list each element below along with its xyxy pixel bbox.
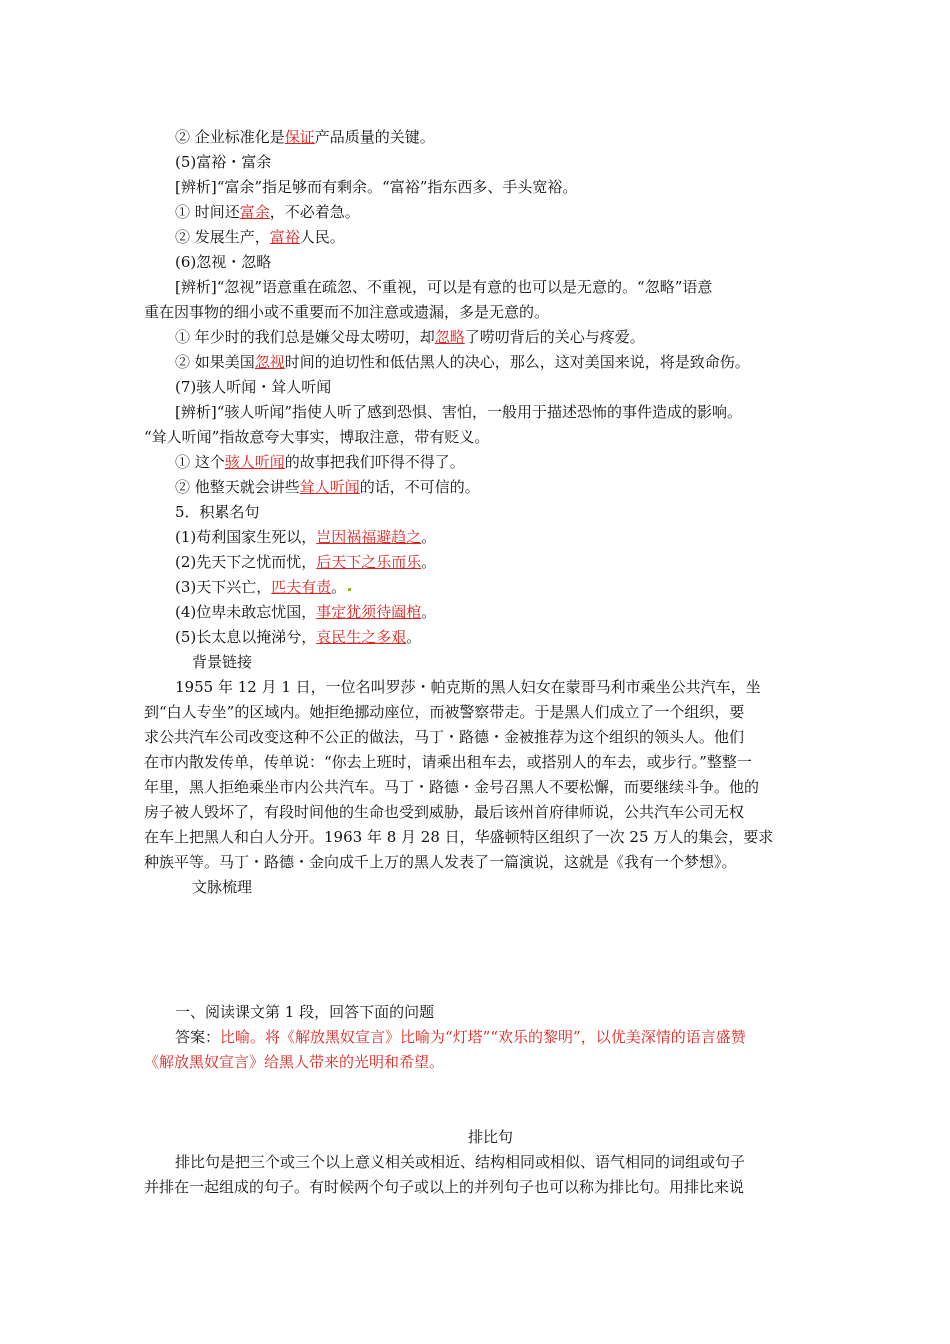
example-line: [175, 201, 360, 223]
answer-text: 比喻。将《解放黑奴宣言》比喻为“灯塔”“欢乐的黎明”，以优美深情的语言盛赞: [220, 1028, 746, 1046]
text: ② 发展生产，: [175, 228, 270, 246]
answer-label: 答案：: [175, 1028, 221, 1046]
paragraph-line: 在车上把黑人和白人分开。1963 年 8 月 28 日，华盛顿特区组织了一次 25 万人的集会，要求: [144, 828, 774, 846]
word-pair-heading: (6)忽视・忽略: [175, 253, 272, 271]
example-line: [175, 476, 480, 498]
paragraph-line: 在市内散发传单，传单说：“你去上班时，请乘出租车去，或搭别人的车去，或步行。”整整一: [144, 753, 752, 771]
answer-text: 事定犹须待阖棺: [316, 603, 422, 621]
example-line: [175, 226, 345, 248]
paragraph-line: 并排在一起组成的句子。有时候两个句子或以上的并列句子也可以称为排比句。用排比来说: [144, 1178, 745, 1196]
answer-text: 忽略: [434, 328, 465, 346]
text: (1)苟利国家生死以，: [175, 528, 317, 546]
text: (4)位卑未敢忘忧国，: [175, 603, 317, 621]
quote-line: [175, 526, 436, 548]
text: (5)长太息以掩涕兮，: [175, 628, 317, 646]
text: 。: [421, 553, 437, 571]
text: 。: [406, 628, 422, 646]
section-heading: 5．积累名句: [175, 503, 260, 521]
analysis-line: “耸人听闻”指故意夸大事实，博取注意，带有贬义。: [144, 428, 490, 446]
answer-text: 富裕: [269, 228, 300, 246]
section-heading: 文脉梳理: [192, 878, 253, 896]
text: 的故事把我们吓得不得了。: [284, 453, 465, 471]
text: 产品质量的关键。: [314, 128, 435, 146]
text: 。: [421, 528, 437, 546]
answer-line: [175, 1026, 746, 1048]
paragraph-line: 年里，黑人拒绝乘坐市内公共汽车。马丁・路德・金号召黑人不要松懈，而要继续斗争。他的: [144, 778, 760, 796]
quote-line: [175, 626, 421, 648]
quote-line: [175, 601, 436, 623]
paragraph-line: 房子被人毁坏了，有段时间他的生命也受到威胁，最后该州首府律师说，公共汽车公司无权: [144, 803, 745, 821]
example-line: [175, 351, 750, 373]
word-pair-heading: (5)富裕・富余: [175, 153, 272, 171]
example-line: [175, 126, 435, 148]
text: ② 如果美国: [175, 353, 255, 371]
text: 。: [421, 603, 437, 621]
word-pair-heading: (7)骇人听闻・耸人听闻: [175, 378, 332, 396]
answer-text: 匹夫有责: [271, 578, 332, 596]
text: ② 他整天就会讲些: [175, 478, 300, 496]
paragraph-line: 1955 年 12 月 1 日，一位名叫罗莎・帕克斯的黑人妇女在蒙哥马利市乘坐公共汽车，坐: [175, 678, 761, 696]
quote-line: [175, 576, 351, 598]
answer-text: 保证: [284, 128, 315, 146]
answer-text: 耸人听闻: [299, 478, 360, 496]
text: 人民。: [299, 228, 345, 246]
text: 。: [331, 578, 347, 596]
answer-text: 富余: [239, 203, 270, 221]
analysis-line: [辨析]“忽视”语意重在疏忽、不重视，可以是有意的也可以是无意的。“忽略”语意: [175, 278, 713, 296]
question-line: 一、阅读课文第 1 段，回答下面的问题: [175, 1003, 435, 1021]
example-line: [175, 451, 465, 473]
paragraph-line: 排比句是把三个或三个以上意义相关或相近、结构相同或相似、语气相同的词组或句子: [175, 1153, 746, 1171]
analysis-line: [辨析]“富余”指足够而有剩余。“富裕”指东西多、手头宽裕。: [175, 178, 578, 196]
paragraph-line: 求公共汽车公司改变这种不公正的做法，马丁・路德・金被推荐为这个组织的领头人。他们: [144, 728, 745, 746]
text: 的话，不可信的。: [359, 478, 480, 496]
answer-text: 忽视: [254, 353, 285, 371]
answer-line: 《解放黑奴宣言》给黑人带来的光明和希望。: [144, 1053, 445, 1071]
answer-text: 岂因祸福避趋之: [316, 528, 422, 546]
text: (3)天下兴亡，: [175, 578, 272, 596]
paragraph-line: 到“白人专坐”的区域内。她拒绝挪动座位，而被警察带走。于是黑人们成立了一个组织，要: [144, 703, 745, 721]
analysis-line: 重在因事物的细小或不重要而不加注意或遗漏，多是无意的。: [144, 303, 550, 321]
text: ① 时间还: [175, 203, 240, 221]
marker-dot: [348, 588, 351, 591]
text: (2)先天下之忧而忧，: [175, 553, 317, 571]
text: ① 年少时的我们总是嫌父母太唠叨，却: [175, 328, 435, 346]
text: ① 这个: [175, 453, 225, 471]
answer-text: 哀民生之多艰: [316, 628, 407, 646]
text: ，不必着急。: [269, 203, 360, 221]
text: 了唠叨背后的关心与疼爱。: [464, 328, 645, 346]
quote-line: [175, 551, 436, 573]
section-title: 排比句: [468, 1128, 514, 1146]
answer-text: 后天下之乐而乐: [316, 553, 422, 571]
text: ② 企业标准化是: [175, 128, 285, 146]
text: 时间的迫切性和低估黑人的决心，那么，这对美国来说，将是致命伤。: [284, 353, 750, 371]
paragraph-line: 种族平等。马丁・路德・金向成千上万的黑人发表了一篇演说，这就是《我有一个梦想》。: [144, 853, 737, 871]
answer-text: 骇人听闻: [224, 453, 285, 471]
analysis-line: [辨析]“骇人听闻”指使人听了感到恐惧、害怕，一般用于描述恐怖的事件造成的影响。: [175, 403, 743, 421]
section-heading: 背景链接: [192, 653, 253, 671]
example-line: [175, 326, 645, 348]
